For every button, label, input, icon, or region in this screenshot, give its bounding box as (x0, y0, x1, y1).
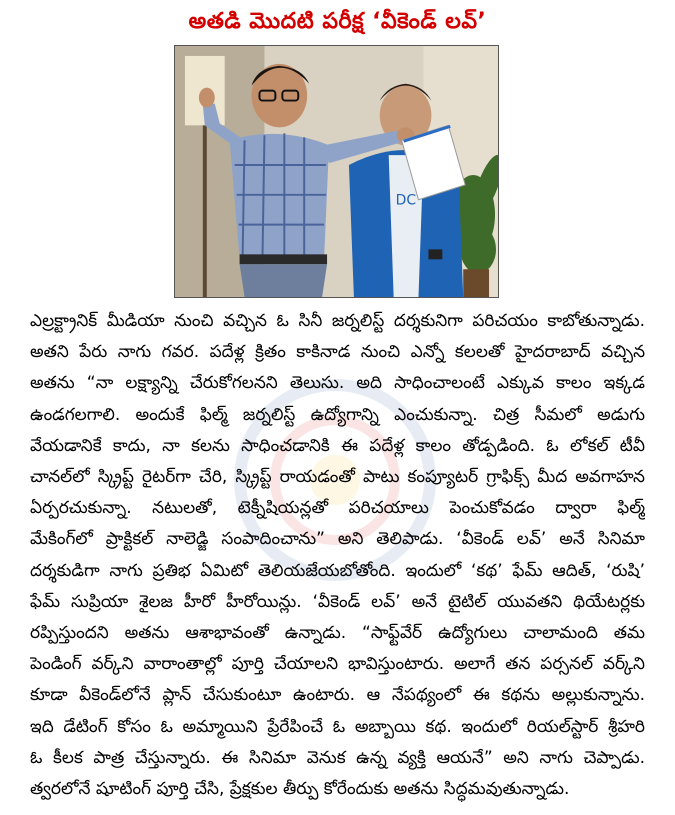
article-body (30, 306, 645, 805)
article-line: ఏర్పరచుకున్నా. నటులతో, టెక్నీషియన్లతో పరిచయాలు పెంచుకోవడం ద్వారా ఫిల్మ్ (30, 498, 645, 519)
article-line: ఇది డేటింగ్ కోసం ఓ అమ్మాయిని ప్రేరేపించే ఓ అబ్బాయి కథ. ఇందులో రియల్‌స్టార్ శ్రీహరి (30, 716, 645, 737)
article-line: మేకింగ్‌లో ప్రాక్టికల్ నాలెడ్జి సంపాదించాను” అని తెలిపాడు. ‘వీకెండ్ లవ్’ అనే సినిమా (30, 529, 645, 550)
article-line: అతను “నా లక్ష్యాన్ని చేరుకోగలనని తెలుసు. అది సాధించాలంటే ఎక్కువ కాలం ఇక్కడ (30, 373, 645, 394)
article-line: కూడా వీకెండ్‌లోనే ప్లాన్ చేసుకుంటూ ఉంటారు. ఆ నేపథ్యంలో ఈ కథను అల్లుకున్నాను. (30, 685, 645, 706)
headline: అతడి మొదటి పరీక్ష ‘వీకెండ్ లవ్’ (188, 9, 487, 34)
article-line: చానల్‌లో స్క్రిప్ట్ రైటర్‌గా చేరి, స్క్రిప్ట్ రాయడంతో పాటు కంప్యూటర్ గ్రాఫిక్స్ మీద అవగాహన (30, 467, 645, 488)
svg-text:DC: DC (395, 192, 417, 209)
article-line: అతని పేరు నాగు గవర. పదేళ్ల క్రితం కాకినాడ నుంచి ఎన్నో కలలతో హైదరాబాద్ వచ్చిన (30, 342, 645, 363)
article-line: ఓ కీలక పాత్ర చేస్తున్నారు. ఈ సినిమా వెనుక ఉన్న వ్యక్తి ఆయనే” అని నాగు చెప్పాడు. (30, 747, 645, 768)
article-line: రప్పిస్తుందని అతను ఆశాభావంతో ఉన్నాడు. “సాఫ్ట్‌వేర్ ఉద్యోగులు చాలామంది తమ (30, 623, 645, 644)
article-line: ఉండగలగాలి. అందుకే ఫిల్మ్ జర్నలిస్ట్ ఉద్యోగాన్ని ఎంచుకున్నా. చిత్ర సీమలో అడుగు (30, 404, 645, 425)
photo-illustration (175, 46, 498, 297)
article-line: త్వరలోనే షూటింగ్ పూర్తి చేసి, ప్రేక్షకుల తీర్పు కోరేందుకు అతను సిద్ధమవుతున్నాడు. (30, 779, 570, 800)
article-line: ఫేమ్ సుప్రియా శైలజ హీరో హీరోయిన్లు. ‘వీకెండ్ లవ్’ అనే టైటిల్ యువతని థియేటర్లకు (30, 591, 645, 612)
article-line: పెండింగ్ వర్క్‌ని వారాంతాల్లో పూర్తి చేయాలని భావిస్తుంటారు. అలాగే తన పర్సనల్ వర్క్‌ని (30, 654, 645, 675)
article-line: దర్శకుడిగా నాగు ప్రతిభ ఏమిటో తెలియజేయబోతోంది. ఇందులో ‘కథ’ ఫేమ్ ఆదిత్, ‘రుషి’ (30, 560, 645, 581)
article-line: ఎల్రక్ట్రానిక్ మీడియా నుంచి వచ్చిన ఓ సినీ జర్నలిస్ట్ దర్శకునిగా పరిచయం కాబోతున్నాడు. (30, 311, 645, 331)
article-photo (174, 45, 499, 298)
article-line: వేయడానికే కాదు, నా కలను సాధించడానికి ఈ పదేళ్ల కాలం తోడ్పడింది. ఓ లోకల్ టీవీ (30, 435, 645, 456)
